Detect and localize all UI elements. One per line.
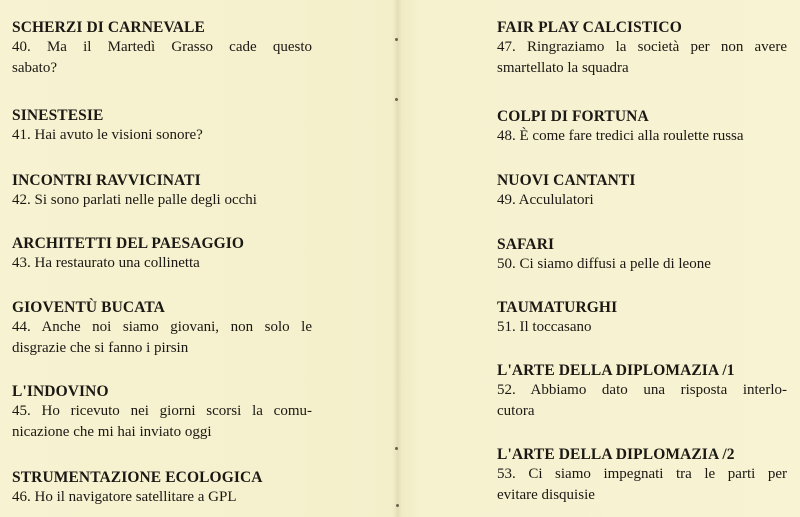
entry-49 — [497, 170, 787, 211]
entry-line: 40. Ma il Martedì Grasso cade questo — [12, 39, 312, 55]
entry-46 — [12, 467, 312, 508]
entry-heading: TAUMATURGHI — [497, 299, 618, 316]
entry-heading: L'ARTE DELLA DIPLOMAZIA /2 — [497, 446, 735, 463]
entry-line: 42. Si sono parlati nelle palle degli occhi — [12, 192, 257, 208]
entry-text — [497, 37, 787, 79]
entry-text — [12, 253, 312, 274]
book-gutter — [392, 0, 402, 517]
entry-text — [497, 126, 787, 147]
entry-heading: L'ARTE DELLA DIPLOMAZIA /1 — [497, 362, 735, 379]
entry-50 — [497, 234, 787, 275]
entry-line: 50. Ci siamo diffusi a pelle di leone — [497, 256, 711, 272]
entry-text — [12, 125, 312, 146]
entry-text — [12, 317, 312, 359]
entry-48 — [497, 106, 787, 147]
entry-text — [12, 190, 312, 211]
entry-line: cutora — [497, 403, 535, 419]
entry-line: 43. Ha restaurato una collinetta — [12, 255, 200, 271]
entry-line: 52. Abbiamo dato una risposta interlo- — [497, 382, 787, 398]
entry-heading: SAFARI — [497, 236, 555, 253]
entry-text — [12, 37, 312, 79]
entry-line: nicazione che mi hai inviato oggi — [12, 424, 212, 440]
entry-heading: SCHERZI DI CARNEVALE — [12, 19, 205, 36]
entry-44 — [12, 297, 312, 359]
entry-41 — [12, 105, 312, 146]
entry-52 — [497, 360, 787, 422]
entry-43 — [12, 233, 312, 274]
entry-text — [12, 487, 312, 508]
entry-text — [497, 464, 787, 506]
print-speck — [395, 38, 398, 41]
entry-line: 53. Ci siamo impegnati tra le parti per — [497, 466, 787, 482]
entry-heading: NUOVI CANTANTI — [497, 172, 636, 189]
entry-line: sabato? — [12, 60, 57, 76]
entry-line: 41. Hai avuto le visioni sonore? — [12, 127, 203, 143]
entry-heading: GIOVENTÙ BUCATA — [12, 299, 165, 316]
entry-heading: STRUMENTAZIONE ECOLOGICA — [12, 469, 263, 486]
print-speck — [395, 98, 398, 101]
entry-line: evitare disquisie — [497, 487, 595, 503]
entry-line: 48. È come fare tredici alla roulette russa — [497, 128, 744, 144]
entry-text — [12, 401, 312, 443]
entry-47 — [497, 17, 787, 79]
entry-line: 46. Ho il navigatore satellitare a GPL — [12, 489, 237, 505]
entry-text — [497, 317, 787, 338]
entry-line: 45. Ho ricevuto nei giorni scorsi la comu- — [12, 403, 312, 419]
entry-line: 47. Ringraziamo la società per non avere — [497, 39, 787, 55]
entry-line: smartellato la squadra — [497, 60, 629, 76]
entry-line: disgrazie che si fanno i pirsin — [12, 340, 189, 356]
entry-text — [497, 380, 787, 422]
entry-heading: FAIR PLAY CALCISTICO — [497, 19, 682, 36]
entry-53 — [497, 444, 787, 506]
entry-heading: INCONTRI RAVVICINATI — [12, 172, 201, 189]
entry-heading: COLPI DI FORTUNA — [497, 108, 649, 125]
entry-40 — [12, 17, 312, 79]
entry-text — [497, 254, 787, 275]
entry-42 — [12, 170, 312, 211]
print-speck — [395, 447, 398, 450]
entry-45 — [12, 381, 312, 443]
entry-heading: SINESTESIE — [12, 107, 104, 124]
entry-heading: ARCHITETTI DEL PAESAGGIO — [12, 235, 245, 252]
entry-text — [497, 190, 787, 211]
entry-line: 49. Accululatori — [497, 192, 594, 208]
entry-line: 51. Il toccasano — [497, 319, 592, 335]
entry-heading: L'INDOVINO — [12, 383, 109, 400]
entry-line: 44. Anche noi siamo giovani, non solo le — [12, 319, 312, 335]
print-speck — [396, 504, 399, 507]
entry-51 — [497, 297, 787, 338]
